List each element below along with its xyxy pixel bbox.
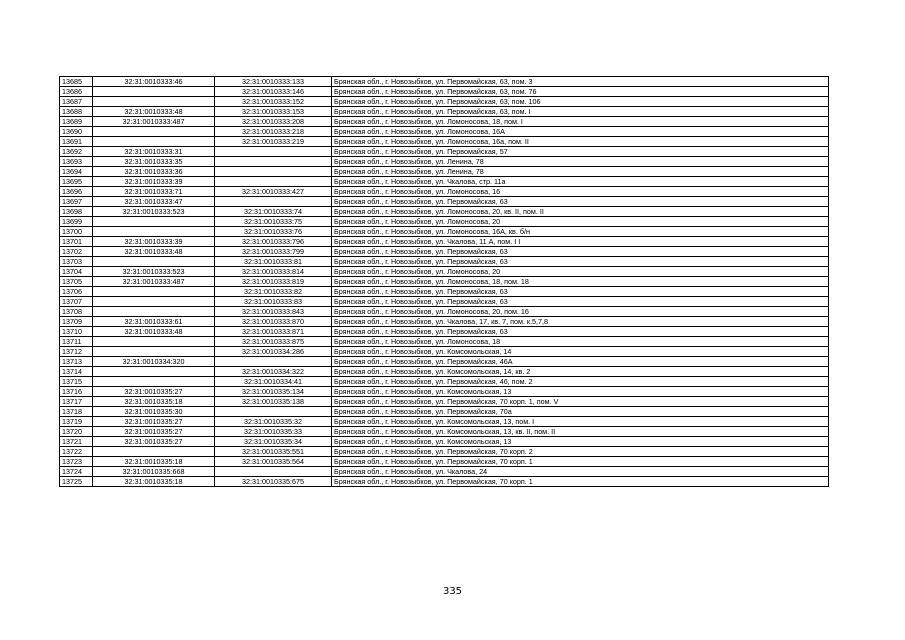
table-row: [60, 147, 829, 157]
address-cell: Брянская обл., г. Новозыбков, ул. Ломоносова, 20: [332, 267, 829, 277]
parcel-number-cell: 32:31:0010333:48: [93, 107, 215, 117]
address-cell: Брянская обл., г. Новозыбков, ул. Первомайская, 63, пом. 106: [332, 97, 829, 107]
parcel-number-cell: 32:31:0010335:27: [93, 387, 215, 397]
table-row: [60, 87, 829, 97]
object-number-cell: 32:31:0010333:218: [215, 127, 332, 137]
parcel-number-cell: [93, 127, 215, 137]
registry-table: [59, 76, 829, 487]
object-number-cell: 32:31:0010333:814: [215, 267, 332, 277]
parcel-number-cell: 32:31:0010335:18: [93, 397, 215, 407]
row-number-cell: 13719: [60, 417, 93, 427]
object-number-cell: 32:31:0010335:33: [215, 427, 332, 437]
row-number-cell: 13687: [60, 97, 93, 107]
row-number-cell: 13714: [60, 367, 93, 377]
address-cell: Брянская обл., г. Новозыбков, ул. Комсомольская, 13: [332, 437, 829, 447]
table-row: [60, 217, 829, 227]
object-number-cell: 32:31:0010334:322: [215, 367, 332, 377]
table-row: [60, 77, 829, 87]
address-cell: Брянская обл., г. Новозыбков, ул. Первомайская, 63, пом. 76: [332, 87, 829, 97]
table-row: [60, 427, 829, 437]
object-number-cell: 32:31:0010335:551: [215, 447, 332, 457]
object-number-cell: 32:31:0010333:75: [215, 217, 332, 227]
table-row: [60, 287, 829, 297]
address-cell: Брянская обл., г. Новозыбков, ул. Ленина, 78: [332, 157, 829, 167]
table-row: [60, 127, 829, 137]
address-cell: Брянская обл., г. Новозыбков, ул. Первомайская, 63, пом. I: [332, 107, 829, 117]
row-number-cell: 13708: [60, 307, 93, 317]
parcel-number-cell: 32:31:0010333:47: [93, 197, 215, 207]
row-number-cell: 13712: [60, 347, 93, 357]
address-cell: Брянская обл., г. Новозыбков, ул. Ломоносова, 20, пом. 16: [332, 307, 829, 317]
row-number-cell: 13705: [60, 277, 93, 287]
object-number-cell: 32:31:0010333:81: [215, 257, 332, 267]
table-row: [60, 277, 829, 287]
parcel-number-cell: 32:31:0010335:27: [93, 417, 215, 427]
table-row: [60, 237, 829, 247]
row-number-cell: 13701: [60, 237, 93, 247]
object-number-cell: 32:31:0010333:871: [215, 327, 332, 337]
table-row: [60, 477, 829, 487]
table-row: [60, 367, 829, 377]
parcel-number-cell: [93, 217, 215, 227]
object-number-cell: 32:31:0010333:208: [215, 117, 332, 127]
object-number-cell: 32:31:0010333:152: [215, 97, 332, 107]
object-number-cell: 32:31:0010333:153: [215, 107, 332, 117]
address-cell: Брянская обл., г. Новозыбков, ул. Первомайская, 46А: [332, 357, 829, 367]
table-row: [60, 187, 829, 197]
table-row: [60, 457, 829, 467]
address-cell: Брянская обл., г. Новозыбков, ул. Комсомольская, 13, пом. I: [332, 417, 829, 427]
object-number-cell: 32:31:0010333:870: [215, 317, 332, 327]
row-number-cell: 13704: [60, 267, 93, 277]
address-cell: Брянская обл., г. Новозыбков, ул. Первомайская, 63: [332, 257, 829, 267]
parcel-number-cell: [93, 227, 215, 237]
table-row: [60, 337, 829, 347]
table-row: [60, 267, 829, 277]
address-cell: Брянская обл., г. Новозыбков, ул. Ломоносова, 16А, кв. б/н: [332, 227, 829, 237]
address-cell: Брянская обл., г. Новозыбков, ул. Первомайская, 70 корп. 1, пом. V: [332, 397, 829, 407]
row-number-cell: 13706: [60, 287, 93, 297]
parcel-number-cell: 32:31:0010333:487: [93, 277, 215, 287]
table-row: [60, 97, 829, 107]
row-number-cell: 13692: [60, 147, 93, 157]
row-number-cell: 13722: [60, 447, 93, 457]
address-cell: Брянская обл., г. Новозыбков, ул. Ломоносова, 18, пом. I: [332, 117, 829, 127]
address-cell: Брянская обл., г. Новозыбков, ул. Первомайская, 70 корп. 2: [332, 447, 829, 457]
parcel-number-cell: 32:31:0010333:39: [93, 237, 215, 247]
row-number-cell: 13696: [60, 187, 93, 197]
row-number-cell: 13685: [60, 77, 93, 87]
parcel-number-cell: 32:31:0010334:320: [93, 357, 215, 367]
object-number-cell: 32:31:0010333:82: [215, 287, 332, 297]
parcel-number-cell: 32:31:0010333:36: [93, 167, 215, 177]
row-number-cell: 13699: [60, 217, 93, 227]
object-number-cell: [215, 467, 332, 477]
address-cell: Брянская обл., г. Новозыбков, ул. Первомайская, 63: [332, 287, 829, 297]
table-row: [60, 317, 829, 327]
parcel-number-cell: 32:31:0010335:27: [93, 427, 215, 437]
parcel-number-cell: 32:31:0010333:487: [93, 117, 215, 127]
parcel-number-cell: 32:31:0010333:71: [93, 187, 215, 197]
address-cell: Брянская обл., г. Новозыбков, ул. Первомайская, 63: [332, 327, 829, 337]
table-row: [60, 167, 829, 177]
parcel-number-cell: 32:31:0010335:27: [93, 437, 215, 447]
row-number-cell: 13716: [60, 387, 93, 397]
registry-table-body: [60, 77, 829, 487]
parcel-number-cell: 32:31:0010333:31: [93, 147, 215, 157]
parcel-number-cell: 32:31:0010333:61: [93, 317, 215, 327]
object-number-cell: 32:31:0010335:34: [215, 437, 332, 447]
parcel-number-cell: 32:31:0010335:18: [93, 457, 215, 467]
parcel-number-cell: [93, 337, 215, 347]
table-row: [60, 467, 829, 477]
address-cell: Брянская обл., г. Новозыбков, ул. Ломоносова, 20: [332, 217, 829, 227]
object-number-cell: 32:31:0010333:133: [215, 77, 332, 87]
address-cell: Брянская обл., г. Новозыбков, ул. Чкалова, 17, кв. 7, пом. к.5,7,8: [332, 317, 829, 327]
table-row: [60, 117, 829, 127]
table-row: [60, 107, 829, 117]
row-number-cell: 13720: [60, 427, 93, 437]
address-cell: Брянская обл., г. Новозыбков, ул. Ленина, 78: [332, 167, 829, 177]
address-cell: Брянская обл., г. Новозыбков, ул. Ломоносова, 18, пом. 18: [332, 277, 829, 287]
table-row: [60, 377, 829, 387]
row-number-cell: 13715: [60, 377, 93, 387]
object-number-cell: 32:31:0010335:564: [215, 457, 332, 467]
address-cell: Брянская обл., г. Новозыбков, ул. Первомайская, 63: [332, 247, 829, 257]
address-cell: Брянская обл., г. Новозыбков, ул. Первомайская, 63: [332, 297, 829, 307]
object-number-cell: [215, 147, 332, 157]
object-number-cell: 32:31:0010333:83: [215, 297, 332, 307]
address-cell: Брянская обл., г. Новозыбков, ул. Первомайская, 70а: [332, 407, 829, 417]
address-cell: Брянская обл., г. Новозыбков, ул. Ломоносова, 20, кв. II, пом. II: [332, 207, 829, 217]
object-number-cell: 32:31:0010333:427: [215, 187, 332, 197]
object-number-cell: 32:31:0010333:796: [215, 237, 332, 247]
address-cell: Брянская обл., г. Новозыбков, ул. Первомайская, 63: [332, 197, 829, 207]
row-number-cell: 13691: [60, 137, 93, 147]
parcel-number-cell: 32:31:0010333:48: [93, 247, 215, 257]
parcel-number-cell: 32:31:0010333:48: [93, 327, 215, 337]
table-row: [60, 157, 829, 167]
table-row: [60, 297, 829, 307]
object-number-cell: 32:31:0010333:219: [215, 137, 332, 147]
parcel-number-cell: [93, 287, 215, 297]
table-row: [60, 387, 829, 397]
object-number-cell: 32:31:0010333:799: [215, 247, 332, 257]
page-number: 335: [442, 586, 463, 597]
address-cell: Брянская обл., г. Новозыбков, ул. Чкалова, 24: [332, 467, 829, 477]
row-number-cell: 13694: [60, 167, 93, 177]
parcel-number-cell: [93, 377, 215, 387]
address-cell: Брянская обл., г. Новозыбков, ул. Комсомольская, 14: [332, 347, 829, 357]
object-number-cell: 32:31:0010335:675: [215, 477, 332, 487]
table-row: [60, 227, 829, 237]
object-number-cell: 32:31:0010333:819: [215, 277, 332, 287]
object-number-cell: 32:31:0010334:286: [215, 347, 332, 357]
object-number-cell: 32:31:0010334:41: [215, 377, 332, 387]
parcel-number-cell: 32:31:0010335:668: [93, 467, 215, 477]
parcel-number-cell: [93, 97, 215, 107]
row-number-cell: 13709: [60, 317, 93, 327]
object-number-cell: [215, 177, 332, 187]
object-number-cell: 32:31:0010335:32: [215, 417, 332, 427]
address-cell: Брянская обл., г. Новозыбков, ул. Первомайская, 70 корп. 1: [332, 477, 829, 487]
parcel-number-cell: 32:31:0010335:30: [93, 407, 215, 417]
table-row: [60, 407, 829, 417]
object-number-cell: [215, 407, 332, 417]
parcel-number-cell: 32:31:0010333:523: [93, 267, 215, 277]
table-row: [60, 207, 829, 217]
table-row: [60, 137, 829, 147]
address-cell: Брянская обл., г. Новозыбков, ул. Комсомольская, 13, кв. II, пом. II: [332, 427, 829, 437]
row-number-cell: 13702: [60, 247, 93, 257]
object-number-cell: 32:31:0010335:138: [215, 397, 332, 407]
object-number-cell: [215, 197, 332, 207]
address-cell: Брянская обл., г. Новозыбков, ул. Первомайская, 57: [332, 147, 829, 157]
parcel-number-cell: [93, 297, 215, 307]
row-number-cell: 13690: [60, 127, 93, 137]
address-cell: Брянская обл., г. Новозыбков, ул. Комсомольская, 13: [332, 387, 829, 397]
table-row: [60, 307, 829, 317]
table-row: [60, 327, 829, 337]
address-cell: Брянская обл., г. Новозыбков, ул. Чкалова, 11 А, пом. I I: [332, 237, 829, 247]
address-cell: Брянская обл., г. Новозыбков, ул. Ломоносова, 16: [332, 187, 829, 197]
table-row: [60, 437, 829, 447]
parcel-number-cell: 32:31:0010333:46: [93, 77, 215, 87]
table-row: [60, 447, 829, 457]
address-cell: Брянская обл., г. Новозыбков, ул. Ломоносова, 18: [332, 337, 829, 347]
parcel-number-cell: [93, 447, 215, 457]
address-cell: Брянская обл., г. Новозыбков, ул. Ломоносова, 16А: [332, 127, 829, 137]
table-row: [60, 247, 829, 257]
object-number-cell: 32:31:0010333:146: [215, 87, 332, 97]
object-number-cell: 32:31:0010333:875: [215, 337, 332, 347]
row-number-cell: 13718: [60, 407, 93, 417]
row-number-cell: 13695: [60, 177, 93, 187]
row-number-cell: 13686: [60, 87, 93, 97]
object-number-cell: 32:31:0010335:134: [215, 387, 332, 397]
row-number-cell: 13697: [60, 197, 93, 207]
parcel-number-cell: 32:31:0010333:523: [93, 207, 215, 217]
table-row: [60, 197, 829, 207]
parcel-number-cell: 32:31:0010335:18: [93, 477, 215, 487]
address-cell: Брянская обл., г. Новозыбков, ул. Первомайская, 70 корп. 1: [332, 457, 829, 467]
address-cell: Брянская обл., г. Новозыбков, ул. Ломоносова, 16а, пом. II: [332, 137, 829, 147]
parcel-number-cell: 32:31:0010333:35: [93, 157, 215, 167]
row-number-cell: 13700: [60, 227, 93, 237]
row-number-cell: 13721: [60, 437, 93, 447]
parcel-number-cell: [93, 307, 215, 317]
table-row: [60, 397, 829, 407]
object-number-cell: 32:31:0010333:843: [215, 307, 332, 317]
parcel-number-cell: [93, 347, 215, 357]
row-number-cell: 13725: [60, 477, 93, 487]
row-number-cell: 13698: [60, 207, 93, 217]
row-number-cell: 13717: [60, 397, 93, 407]
parcel-number-cell: [93, 367, 215, 377]
table-row: [60, 177, 829, 187]
address-cell: Брянская обл., г. Новозыбков, ул. Комсомольская, 14, кв. 2: [332, 367, 829, 377]
row-number-cell: 13711: [60, 337, 93, 347]
row-number-cell: 13689: [60, 117, 93, 127]
object-number-cell: [215, 357, 332, 367]
parcel-number-cell: [93, 137, 215, 147]
parcel-number-cell: [93, 87, 215, 97]
table-row: [60, 357, 829, 367]
row-number-cell: 13703: [60, 257, 93, 267]
parcel-number-cell: [93, 257, 215, 267]
row-number-cell: 13724: [60, 467, 93, 477]
address-cell: Брянская обл., г. Новозыбков, ул. Первомайская, 46, пом. 2: [332, 377, 829, 387]
table-row: [60, 347, 829, 357]
row-number-cell: 13713: [60, 357, 93, 367]
object-number-cell: 32:31:0010333:76: [215, 227, 332, 237]
object-number-cell: [215, 167, 332, 177]
address-cell: Брянская обл., г. Новозыбков, ул. Чкалова, стр. 11а: [332, 177, 829, 187]
row-number-cell: 13710: [60, 327, 93, 337]
object-number-cell: [215, 157, 332, 167]
object-number-cell: 32:31:0010333:74: [215, 207, 332, 217]
row-number-cell: 13688: [60, 107, 93, 117]
row-number-cell: 13723: [60, 457, 93, 467]
table-row: [60, 417, 829, 427]
row-number-cell: 13707: [60, 297, 93, 307]
table-row: [60, 257, 829, 267]
row-number-cell: 13693: [60, 157, 93, 167]
parcel-number-cell: 32:31:0010333:39: [93, 177, 215, 187]
address-cell: Брянская обл., г. Новозыбков, ул. Первомайская, 63, пом. 3: [332, 77, 829, 87]
